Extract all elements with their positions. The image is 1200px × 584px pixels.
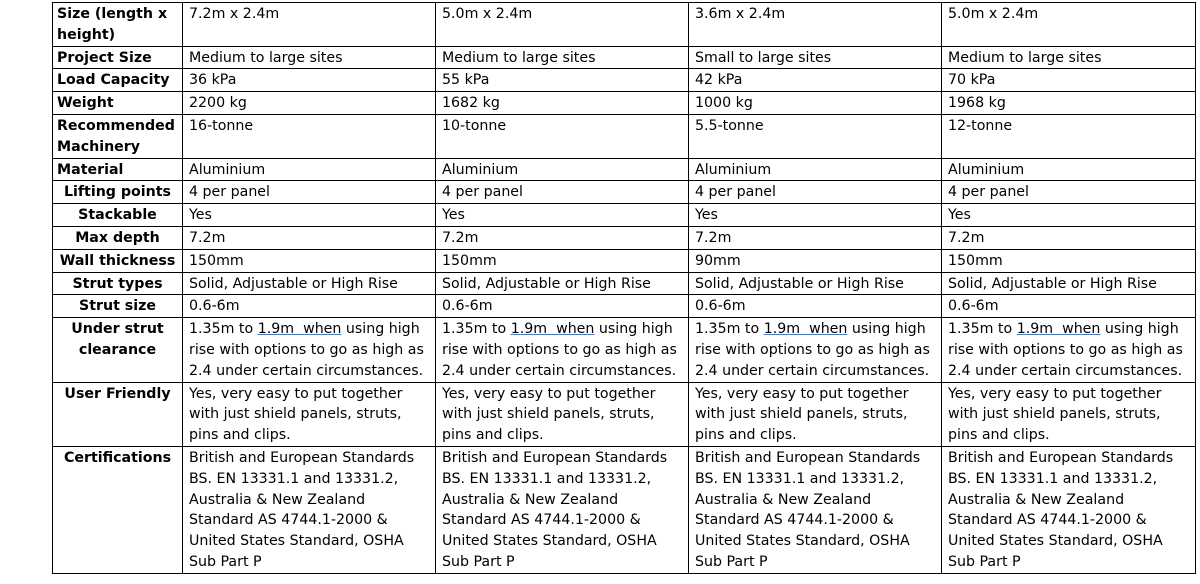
table-cell: 0.6-6m [689,295,942,318]
table-row [53,158,1196,181]
table-cell: 5.5-tonne [689,114,942,158]
table-row [53,318,1196,382]
table-cell: 2200 kg [183,92,436,115]
table-cell: 0.6-6m [942,295,1196,318]
table-cell: 4 per panel [436,181,689,204]
table-cell: 1968 kg [942,92,1196,115]
row-header: User Friendly [53,382,183,446]
table-row [53,226,1196,249]
table-row [53,114,1196,158]
table-cell: 70 kPa [942,69,1196,92]
spec-comparison-table [52,2,1196,574]
table-cell: 7.2m [689,226,942,249]
table-cell: Aluminium [689,158,942,181]
table-cell: 10-tonne [436,114,689,158]
table-cell: Yes, very easy to put together with just shield panels, struts, pins and clips. [689,382,942,446]
table-row [53,249,1196,272]
table-cell: 4 per panel [689,181,942,204]
table-cell: 3.6m x 2.4m [689,3,942,47]
table-row [53,382,1196,446]
underlined-text: 1.9m when [510,321,595,338]
table-cell: Medium to large sites [436,46,689,69]
underlined-text: 1.9m when [763,321,848,338]
table-cell: Small to large sites [689,46,942,69]
row-header: Material [53,158,183,181]
cell-text: using high rise with options to go as high as 2.4 under certain circumstances. [948,321,1183,379]
row-header: Project Size [53,46,183,69]
table-cell: Medium to large sites [942,46,1196,69]
cell-text: using high rise with options to go as high as 2.4 under certain circumstances. [189,321,424,379]
table-cell: Solid, Adjustable or High Rise [942,272,1196,295]
table-cell: 0.6-6m [436,295,689,318]
table-row [53,69,1196,92]
table-cell [183,318,436,382]
table-cell: 7.2m x 2.4m [183,3,436,47]
spec-table-body [53,3,1196,574]
table-cell: Yes, very easy to put together with just shield panels, struts, pins and clips. [183,382,436,446]
row-header: Recommended Machinery [53,114,183,158]
table-row [53,92,1196,115]
table-cell: 150mm [942,249,1196,272]
row-header: Stackable [53,204,183,227]
table-cell: Yes [183,204,436,227]
table-cell: 12-tonne [942,114,1196,158]
table-cell: 7.2m [183,226,436,249]
table-cell: 36 kPa [183,69,436,92]
table-cell: 1000 kg [689,92,942,115]
table-cell: 150mm [436,249,689,272]
table-cell: Yes, very easy to put together with just shield panels, struts, pins and clips. [436,382,689,446]
table-cell: Medium to large sites [183,46,436,69]
table-cell: 7.2m [942,226,1196,249]
row-header: Size (length x height) [53,3,183,47]
table-cell: British and European Standards BS. EN 13331.1 and 13331.2, Australia & New Zealand Standard AS 4744.1-2000 & United States Standard, OSHA Sub Part P [689,446,942,573]
table-cell: Solid, Adjustable or High Rise [436,272,689,295]
table-cell: Solid, Adjustable or High Rise [183,272,436,295]
table-cell: Yes, very easy to put together with just shield panels, struts, pins and clips. [942,382,1196,446]
table-cell: 7.2m [436,226,689,249]
underlined-text: 1.9m when [1016,321,1101,338]
table-row [53,181,1196,204]
table-cell: British and European Standards BS. EN 13331.1 and 13331.2, Australia & New Zealand Standard AS 4744.1-2000 & United States Standard, OSHA Sub Part P [183,446,436,573]
table-row [53,46,1196,69]
table-cell: Yes [436,204,689,227]
row-header: Strut size [53,295,183,318]
table-cell: Aluminium [436,158,689,181]
cell-text: 1.35m to [442,321,511,338]
table-cell: 150mm [183,249,436,272]
comparison-sheet [52,2,1195,574]
row-header: Certifications [53,446,183,573]
table-cell: 0.6-6m [183,295,436,318]
table-cell [689,318,942,382]
cell-text: using high rise with options to go as high as 2.4 under certain circumstances. [442,321,677,379]
row-header: Under strut clearance [53,318,183,382]
row-header: Load Capacity [53,69,183,92]
row-header: Lifting points [53,181,183,204]
table-cell: 1682 kg [436,92,689,115]
cell-text: 1.35m to [948,321,1017,338]
cell-text: 1.35m to [695,321,764,338]
table-cell: 42 kPa [689,69,942,92]
cell-text: using high rise with options to go as high as 2.4 under certain circumstances. [695,321,930,379]
row-header: Strut types [53,272,183,295]
table-cell [942,318,1196,382]
table-row [53,204,1196,227]
row-header: Weight [53,92,183,115]
table-cell: 90mm [689,249,942,272]
table-cell: 5.0m x 2.4m [942,3,1196,47]
table-cell: Aluminium [942,158,1196,181]
table-cell: 16-tonne [183,114,436,158]
table-row [53,272,1196,295]
table-row [53,3,1196,47]
table-cell: 55 kPa [436,69,689,92]
table-cell: British and European Standards BS. EN 13331.1 and 13331.2, Australia & New Zealand Standard AS 4744.1-2000 & United States Standard, OSHA Sub Part P [436,446,689,573]
row-header: Wall thickness [53,249,183,272]
table-cell: 4 per panel [183,181,436,204]
table-cell [436,318,689,382]
table-cell: Yes [689,204,942,227]
table-cell: 4 per panel [942,181,1196,204]
table-cell: British and European Standards BS. EN 13331.1 and 13331.2, Australia & New Zealand Standard AS 4744.1-2000 & United States Standard, OSHA Sub Part P [942,446,1196,573]
table-row [53,446,1196,573]
table-row [53,295,1196,318]
row-header: Max depth [53,226,183,249]
table-cell: 5.0m x 2.4m [436,3,689,47]
underlined-text: 1.9m when [257,321,342,338]
cell-text: 1.35m to [189,321,258,338]
table-cell: Solid, Adjustable or High Rise [689,272,942,295]
table-cell: Yes [942,204,1196,227]
table-cell: Aluminium [183,158,436,181]
